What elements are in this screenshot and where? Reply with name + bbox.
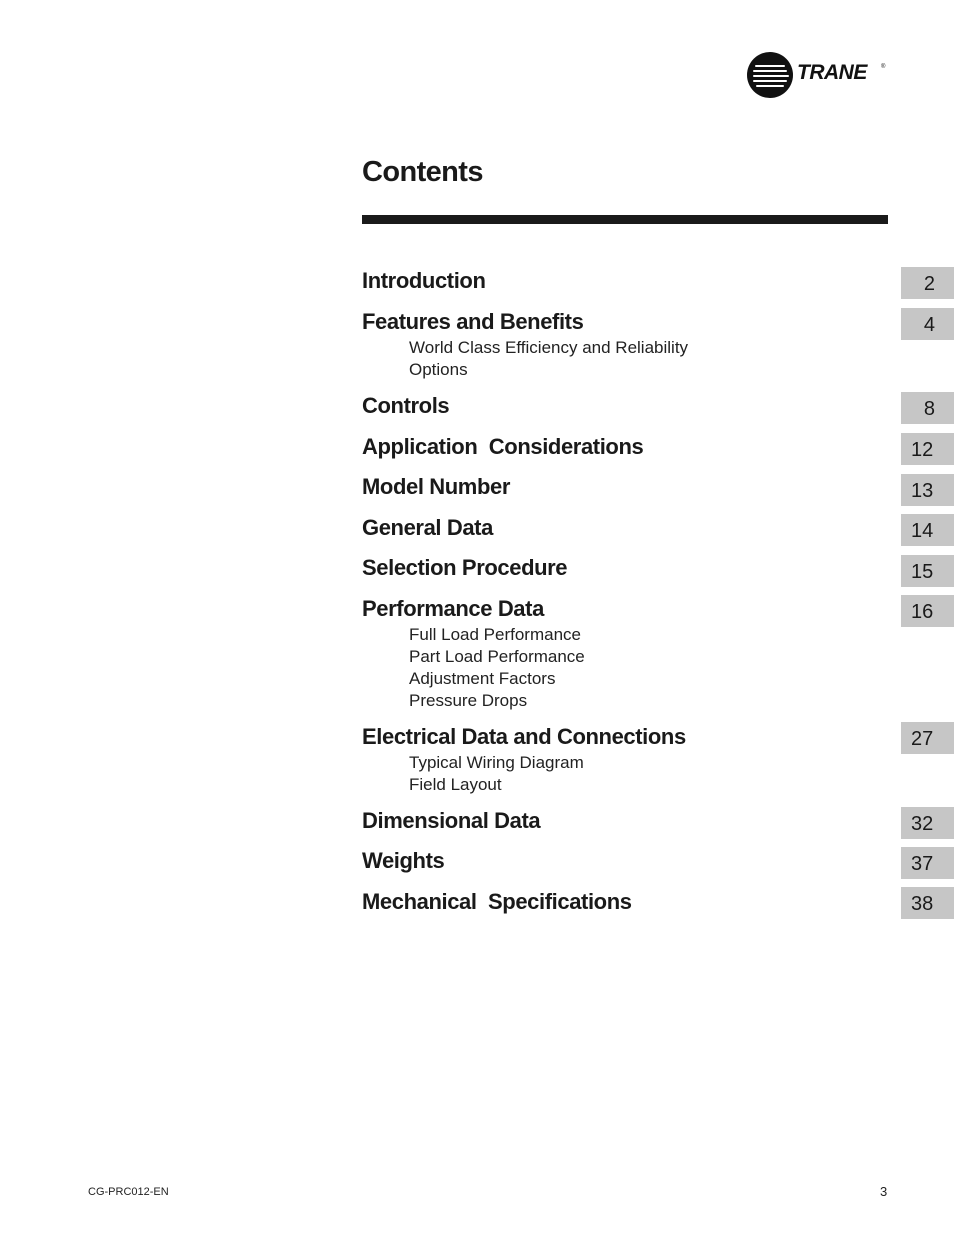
toc-entry-selection-procedure[interactable] [362, 555, 567, 581]
toc-page-model-number: 13 [901, 474, 954, 506]
toc-heading[interactable]: Weights [362, 848, 445, 873]
toc-page-performance-data: 16 [901, 595, 954, 627]
trane-logo [747, 52, 892, 100]
toc-entry-controls[interactable] [362, 393, 449, 419]
toc-page-weights: 37 [901, 847, 954, 879]
page-number: 3 [880, 1184, 888, 1199]
page-title: Contents [362, 156, 483, 188]
toc-heading[interactable]: Selection Procedure [362, 555, 568, 580]
toc-subitem[interactable]: Typical Wiring Diagram [409, 753, 584, 772]
toc-heading[interactable]: Performance Data [362, 596, 544, 621]
toc-entry-weights[interactable] [362, 848, 444, 874]
document-code: CG-PRC012-EN [88, 1186, 169, 1198]
toc-subitem[interactable]: Adjustment Factors [409, 669, 556, 688]
toc-page-dimensional-data: 32 [901, 807, 954, 839]
toc-subitems [362, 337, 688, 381]
toc-entry-mechanical-specifications[interactable] [362, 889, 632, 915]
toc-heading[interactable]: Features and Benefits [362, 309, 584, 334]
toc-heading[interactable]: Model Number [362, 474, 510, 499]
toc-heading[interactable]: Application Considerations [362, 434, 644, 459]
toc-subitem[interactable]: Full Load Performance [409, 625, 581, 644]
toc-subitem[interactable]: Part Load Performance [409, 647, 585, 666]
toc-heading[interactable]: Dimensional Data [362, 808, 541, 833]
toc-heading[interactable]: General Data [362, 515, 493, 540]
toc-heading[interactable]: Electrical Data and Connections [362, 724, 686, 749]
toc-entry-introduction[interactable] [362, 268, 486, 294]
toc-page-electrical-data-and-connections: 27 [901, 722, 954, 754]
toc-subitem[interactable]: Options [409, 360, 468, 379]
toc-entry-model-number[interactable] [362, 474, 510, 500]
title-rule [362, 215, 888, 224]
toc-entry-electrical-data-and-connections[interactable] [362, 724, 686, 796]
toc-page-general-data: 14 [901, 514, 954, 546]
toc-entry-performance-data[interactable] [362, 596, 585, 712]
toc-subitem[interactable]: World Class Efficiency and Reliability [409, 338, 689, 357]
toc-subitems [362, 752, 686, 796]
toc-page-introduction: 2 [901, 267, 954, 299]
toc-page-controls: 8 [901, 392, 954, 424]
toc-page-selection-procedure: 15 [901, 555, 954, 587]
trane-logo-mark [747, 52, 793, 98]
toc-page-application-considerations: 12 [901, 433, 954, 465]
toc-entry-dimensional-data[interactable] [362, 808, 540, 834]
toc-page-mechanical-specifications: 38 [901, 887, 954, 919]
toc-subitems [362, 624, 585, 712]
toc-entry-features-and-benefits[interactable] [362, 309, 688, 381]
registered-mark: ® [881, 64, 886, 70]
toc-subitem[interactable]: Pressure Drops [409, 691, 528, 710]
toc-heading[interactable]: Mechanical Specifications [362, 889, 632, 914]
toc-entry-application-considerations[interactable] [362, 434, 643, 460]
toc-entry-general-data[interactable] [362, 515, 493, 541]
toc-page-features-and-benefits: 4 [901, 308, 954, 340]
toc-heading[interactable]: Controls [362, 393, 450, 418]
toc-heading[interactable]: Introduction [362, 268, 486, 293]
toc-subitem[interactable]: Field Layout [409, 775, 502, 794]
trane-logo-wordmark: TRANE [797, 61, 867, 84]
